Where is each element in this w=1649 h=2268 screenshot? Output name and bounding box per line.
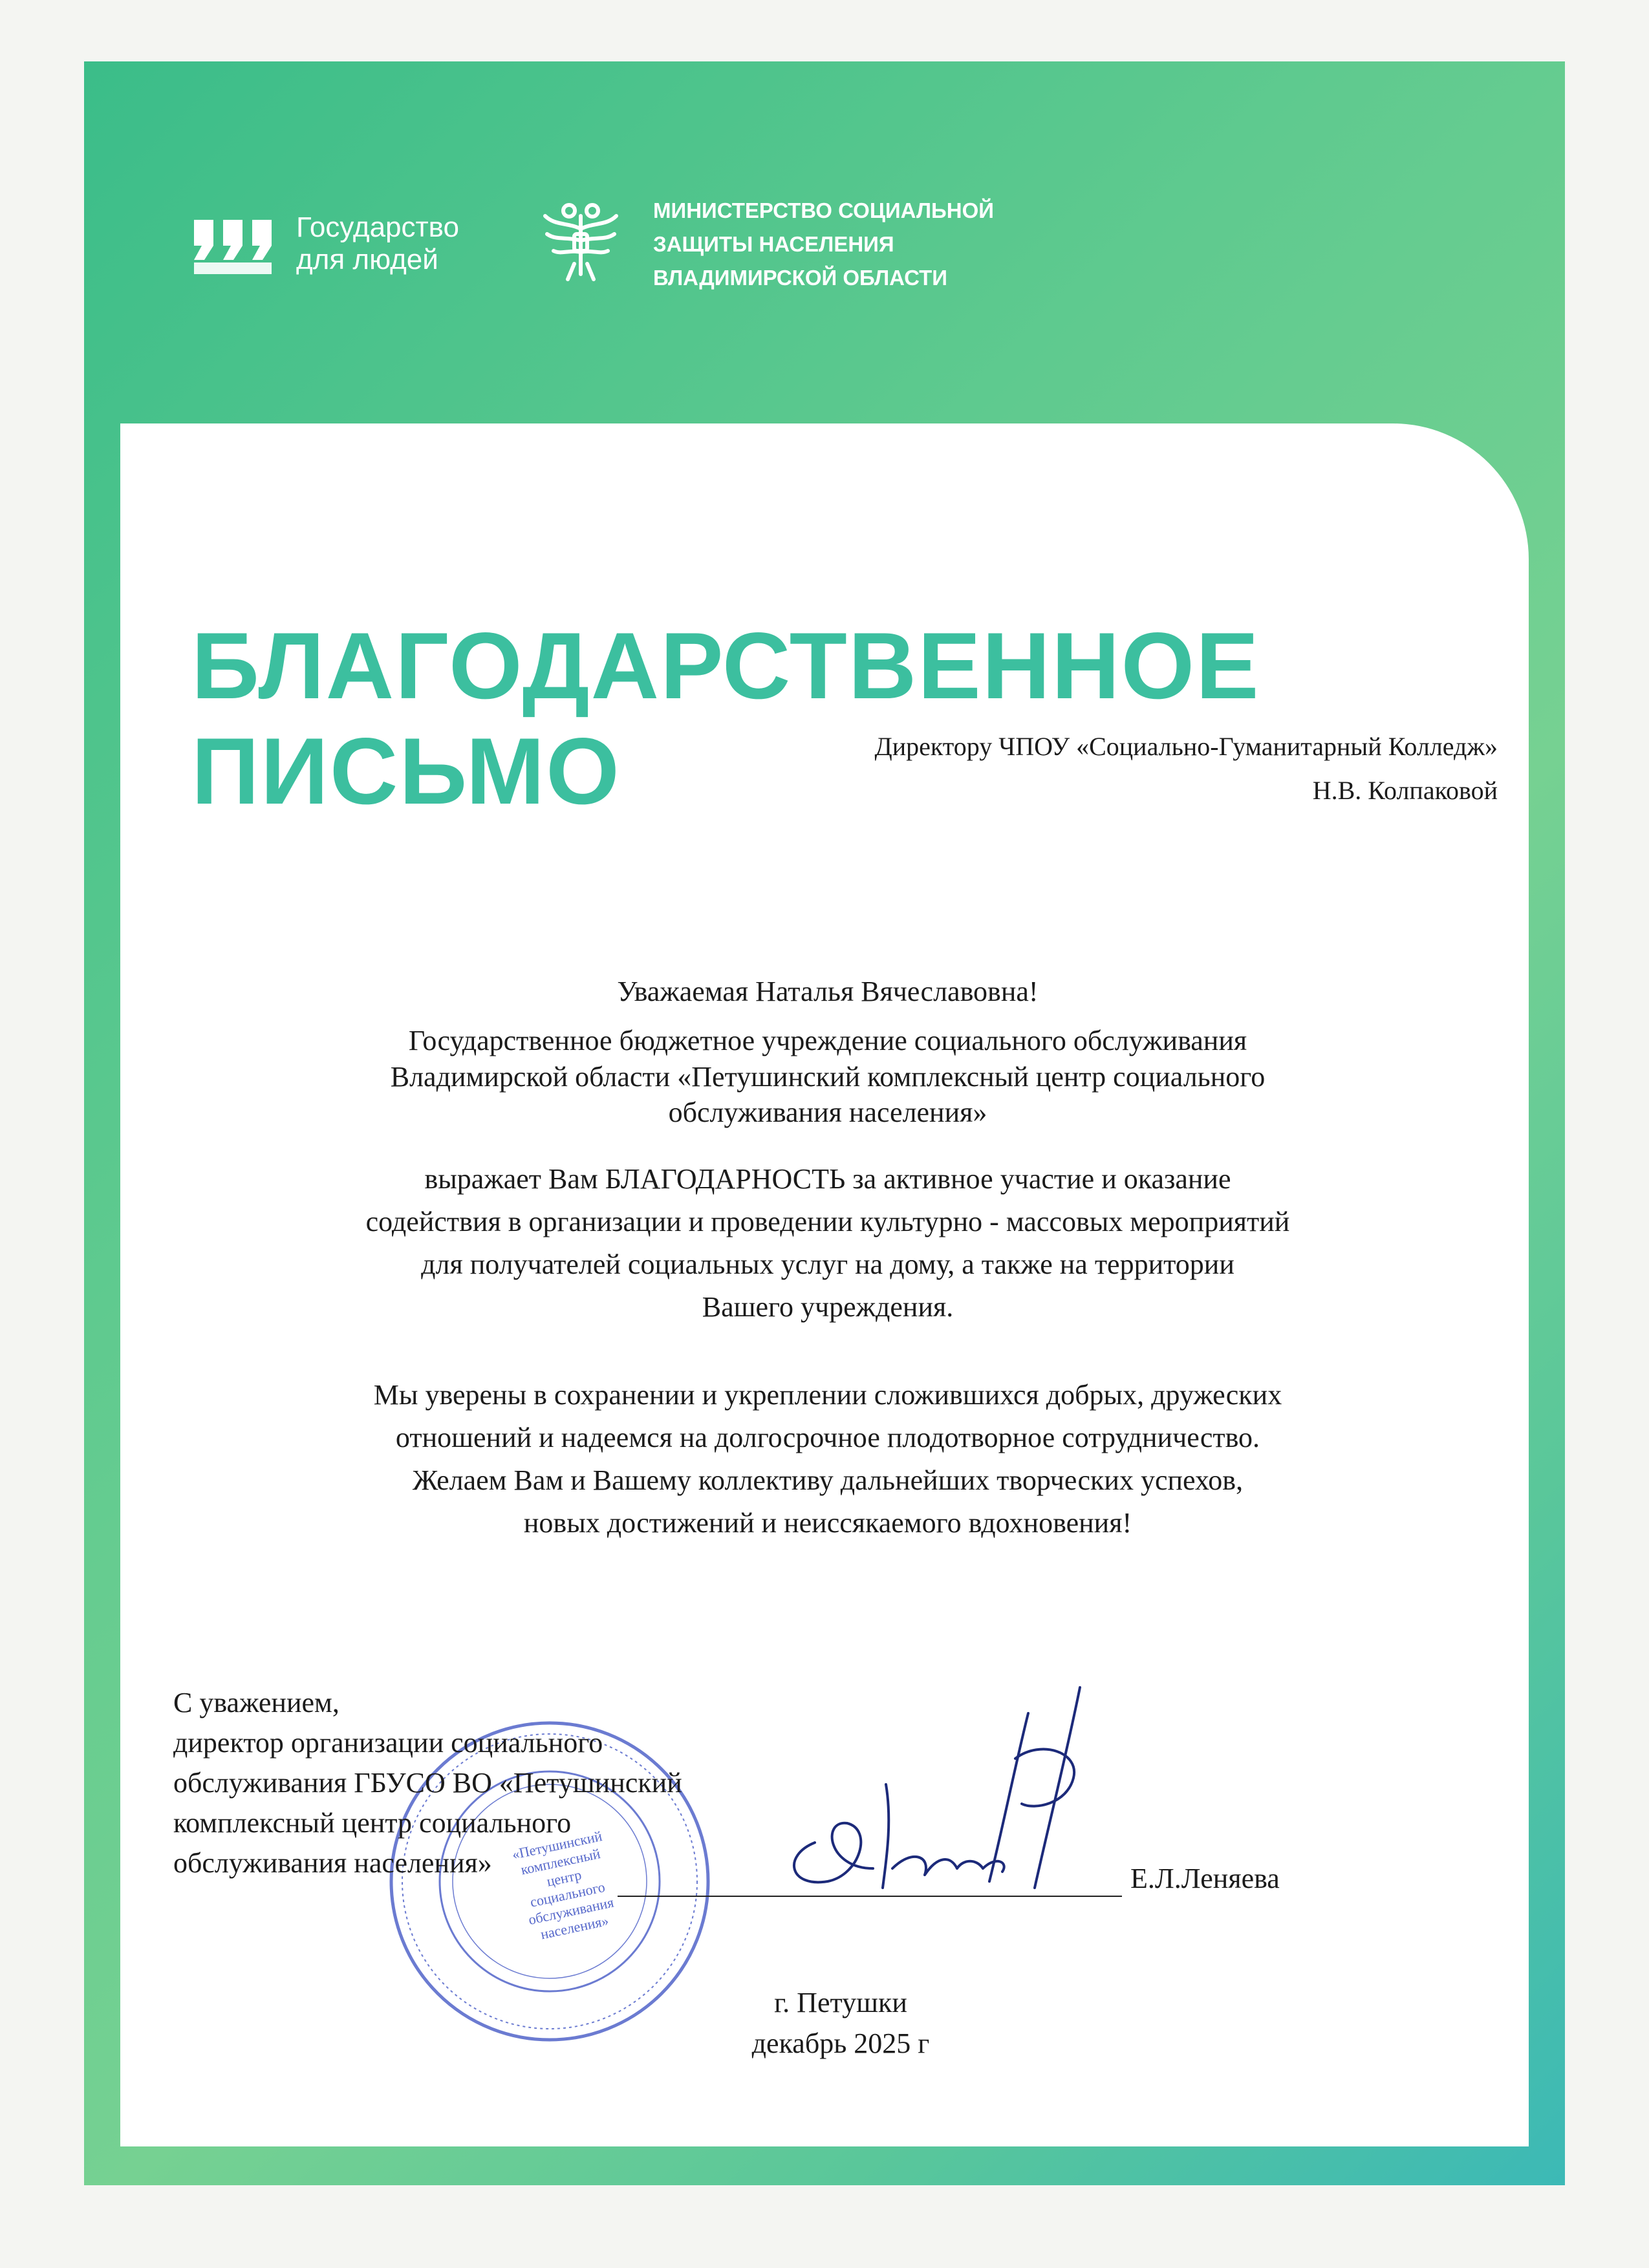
signature-line: обслуживания ГБУСО ВО «Петушинский — [173, 1767, 682, 1799]
body-p2-line: Мы уверены в сохранении и укреплении сложившихся добрых, дружеских — [373, 1379, 1282, 1411]
title-line1: БЛАГОДАРСТВЕННОЕ — [191, 613, 1260, 718]
body-p1-line: Государственное бюджетное учреждение социального обслуживания — [408, 1025, 1247, 1056]
body-p1-line: Вашего учреждения. — [702, 1291, 954, 1323]
place: г. Петушки — [774, 1987, 907, 2018]
body-p2-line: отношений и надеемся на долгосрочное плодотворное сотрудничество. — [395, 1422, 1260, 1453]
title-line2: ПИСЬМО — [191, 718, 621, 824]
ministry-line1: МИНИСТЕРСТВО СОЦИАЛЬНОЙ — [653, 198, 994, 222]
body-p2-line: новых достижений и неиссякаемого вдохновения! — [523, 1507, 1132, 1539]
body-p1-line: содействия в организации и проведении культурно - массовых мероприятий — [365, 1206, 1290, 1237]
ministry-line3: ВЛАДИМИРСКОЙ ОБЛАСТИ — [653, 266, 947, 290]
ministry-line2: ЗАЩИТЫ НАСЕЛЕНИЯ — [653, 232, 894, 256]
body-p1-line: для получателей социальных услуг на дому, а также на территории — [421, 1248, 1234, 1280]
signature-line: комплексный центр социального — [173, 1807, 572, 1839]
body-p1-line: Владимирской области «Петушинский комплексный центр социального — [390, 1061, 1266, 1093]
body-p1-line: выражает Вам БЛАГОДАРНОСТЬ за активное участие и оказание — [424, 1163, 1231, 1195]
gos-logo-line2: для людей — [296, 244, 438, 275]
gos-logo-line1: Государство — [296, 211, 460, 243]
handwritten-signature — [744, 1674, 1145, 1933]
signature-line: обслуживания населения» — [173, 1847, 492, 1879]
body-p2-line: Желаем Вам и Вашему коллективу дальнейших творческих успехов, — [412, 1464, 1244, 1496]
signature-line: директор организации социального — [173, 1727, 603, 1759]
greeting: Уважаемая Наталья Вячеславовна! — [617, 976, 1039, 1007]
addressee-line1: Директору ЧПОУ «Социально-Гуманитарный Колледж» — [874, 732, 1498, 761]
gos-logo-icon — [188, 208, 278, 284]
seal-center-text: «Петушинский комплексный центр социального обслуживания населения» — [510, 1827, 616, 1943]
date: декабрь 2025 г — [751, 2027, 930, 2059]
addressee-line2: Н.В. Колпаковой — [1312, 776, 1498, 805]
body-p1-line: обслуживания населения» — [668, 1097, 987, 1128]
signatory-name: Е.Л.Леняева — [1130, 1863, 1280, 1894]
double-headed-eagle-icon — [535, 197, 626, 287]
signature-line: С уважением, — [173, 1687, 339, 1718]
